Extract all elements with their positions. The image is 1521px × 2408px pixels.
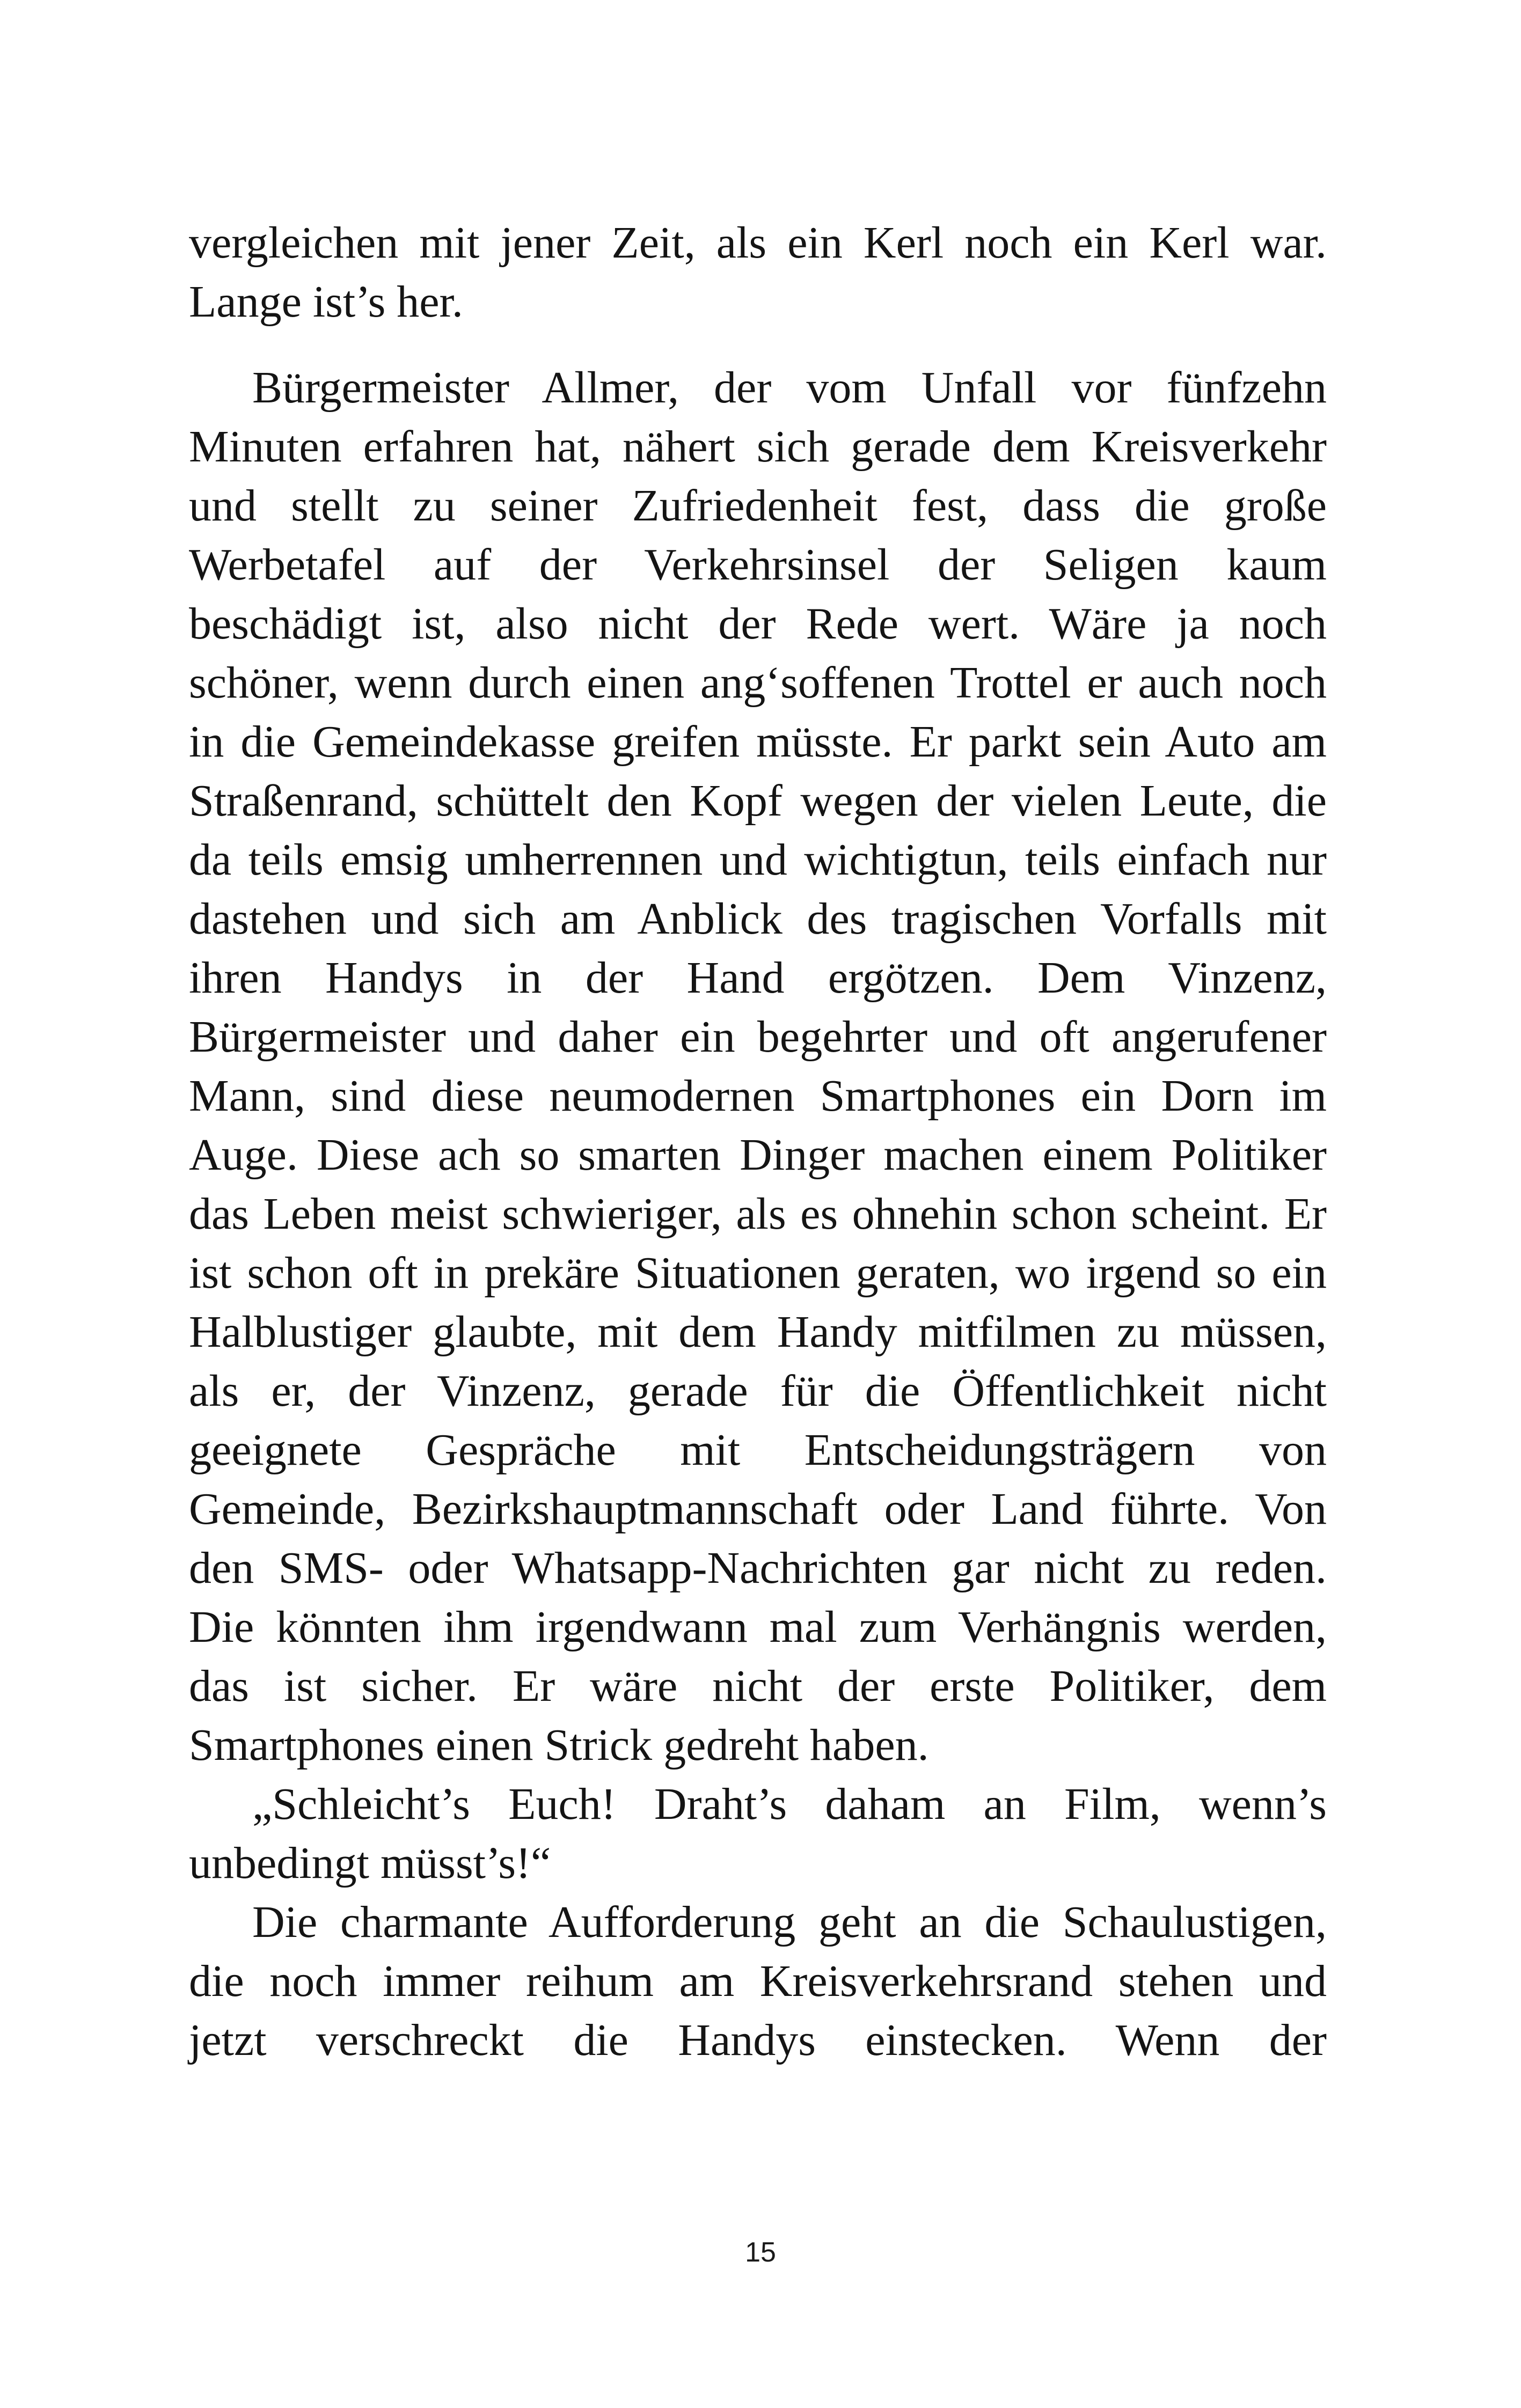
text-line: Smartphones einen Strick gedreht haben. <box>189 1720 929 1770</box>
text-line: ihren Handys in der Hand ergötzen. Dem Vinzenz, <box>189 953 1327 1003</box>
text-line: schöner, wenn durch einen ang‘soffenen Trottel er auch noch <box>189 658 1327 708</box>
text-line: Auge. Diese ach so smarten Dinger machen einem Politiker <box>189 1130 1327 1180</box>
paragraph <box>189 1893 1327 2070</box>
text-line: Minuten erfahren hat, nähert sich gerade dem Kreisverkehr <box>189 422 1327 472</box>
paragraph <box>189 1775 1327 1893</box>
body-text <box>189 214 1327 2070</box>
paragraph <box>189 214 1327 332</box>
text-line: Bürgermeister und daher ein begehrter und oft angerufener <box>189 1012 1327 1062</box>
text-line: da teils emsig umherrennen und wichtigtun, teils einfach nur <box>189 835 1327 885</box>
paragraph <box>189 358 1327 1775</box>
text-line: das Leben meist schwieriger, als es ohnehin schon scheint. Er <box>189 1189 1327 1239</box>
text-line: beschädigt ist, also nicht der Rede wert. Wäre ja noch <box>189 599 1327 649</box>
text-line: Gemeinde, Bezirkshauptmannschaft oder Land führte. Von <box>189 1484 1327 1534</box>
text-line: geeignete Gespräche mit Entscheidungsträgern von <box>189 1425 1327 1475</box>
text-line: Werbetafel auf der Verkehrsinsel der Seligen kaum <box>189 540 1327 590</box>
paragraph-spacing <box>189 332 1327 358</box>
text-line: Die könnten ihm irgendwann mal zum Verhängnis werden, <box>189 1602 1327 1652</box>
text-line: in die Gemeindekasse greifen müsste. Er parkt sein Auto am <box>189 717 1327 767</box>
text-line: die noch immer reihum am Kreisverkehrsrand stehen und <box>189 1956 1327 2006</box>
text-line: vergleichen mit jener Zeit, als ein Kerl noch ein Kerl war. <box>189 218 1327 268</box>
text-line: ist schon oft in prekäre Situationen geraten, wo irgend so ein <box>189 1248 1327 1298</box>
text-line: als er, der Vinzenz, gerade für die Öffentlichkeit nicht <box>189 1366 1327 1416</box>
text-line: Straßenrand, schüttelt den Kopf wegen der vielen Leute, die <box>189 776 1327 826</box>
text-line: und stellt zu seiner Zufriedenheit fest, dass die große <box>189 481 1327 531</box>
text-line: den SMS- oder Whatsapp-Nachrichten gar nicht zu reden. <box>189 1543 1327 1593</box>
text-line: Lange ist’s her. <box>189 277 463 327</box>
text-line: jetzt verschreckt die Handys einstecken. Wenn der <box>189 2015 1327 2065</box>
text-line: Halblustiger glaubte, mit dem Handy mitfilmen zu müssen, <box>189 1307 1327 1357</box>
text-line: dastehen und sich am Anblick des tragischen Vorfalls mit <box>189 894 1327 944</box>
text-line: unbedingt müsst’s!“ <box>189 1838 551 1888</box>
text-line: das ist sicher. Er wäre nicht der erste Politiker, dem <box>189 1661 1327 1711</box>
text-line: Mann, sind diese neumodernen Smartphones ein Dorn im <box>189 1071 1327 1121</box>
text-line: Bürgermeister Allmer, der vom Unfall vor fünfzehn <box>252 363 1327 413</box>
page-number: 15 <box>745 2237 776 2268</box>
text-line: Die charmante Aufforderung geht an die Schaulustigen, <box>252 1897 1327 1947</box>
text-line: „Schleicht’s Euch! Draht’s daham an Film, wenn’s <box>252 1779 1327 1829</box>
